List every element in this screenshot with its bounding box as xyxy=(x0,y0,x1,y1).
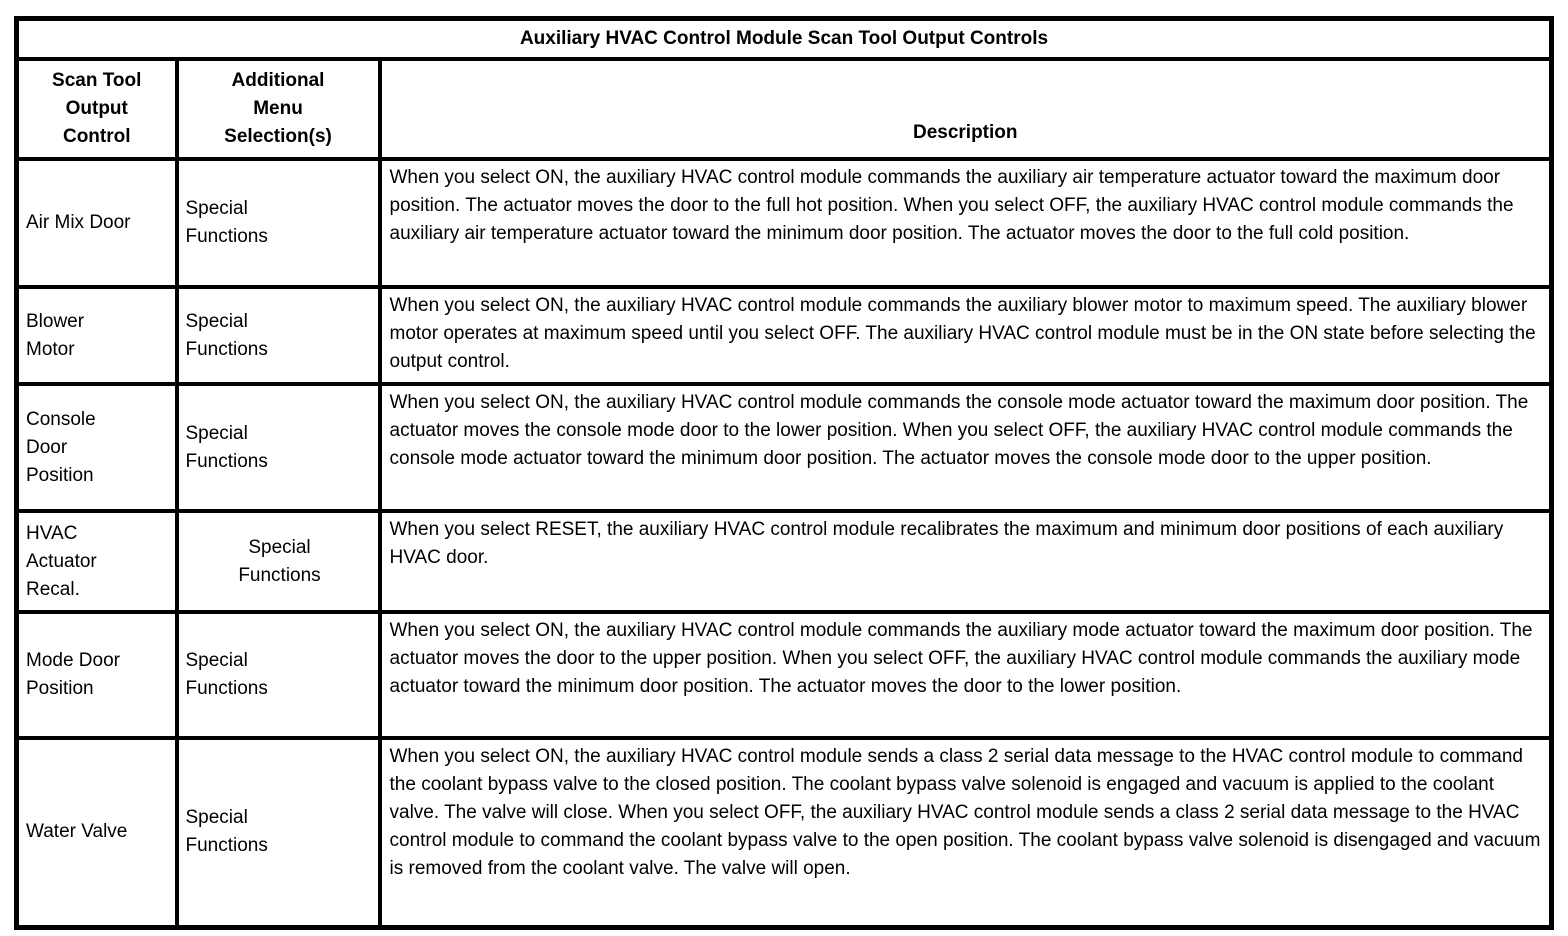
scan-tool-output-controls-table xyxy=(14,16,1554,930)
header-row xyxy=(17,59,1552,159)
table-title: Auxiliary HVAC Control Module Scan Tool Output Controls xyxy=(17,19,1552,60)
column-header-scan-tool-output-control: Scan Tool Output Control xyxy=(17,59,177,159)
table-row xyxy=(17,612,1552,738)
cell-scan-tool-output-control: Blower Motor xyxy=(17,287,177,384)
table-row xyxy=(17,287,1552,384)
title-row xyxy=(17,19,1552,60)
column-header-additional-menu-selections: Additional Menu Selection(s) xyxy=(177,59,380,159)
table-body xyxy=(17,159,1552,927)
cell-scan-tool-output-control: Mode Door Position xyxy=(17,612,177,738)
cell-scan-tool-output-control: HVAC Actuator Recal. xyxy=(17,511,177,612)
cell-additional-menu-selection: Special Functions xyxy=(177,384,380,511)
cell-scan-tool-output-control: Water Valve xyxy=(17,738,177,927)
column-header-description: Description xyxy=(380,59,1552,159)
cell-description: When you select RESET, the auxiliary HVAC control module recalibrates the maximum and minimum door positions of each auxiliary HVAC door. xyxy=(380,511,1552,612)
table-row xyxy=(17,511,1552,612)
cell-description: When you select ON, the auxiliary HVAC control module commands the console mode actuator toward the maximum door position. The actuator moves the console mode door to the lower position. When you select OFF, the auxiliary HVAC control module commands the console mode actuator toward the minimum door position. The actuator moves the console mode door to the upper position. xyxy=(380,384,1552,511)
cell-additional-menu-selection: Special Functions xyxy=(177,159,380,287)
cell-description: When you select ON, the auxiliary HVAC control module commands the auxiliary mode actuator toward the maximum door position. The actuator moves the door to the upper position. When you select OFF, the auxiliary HVAC control module commands the auxiliary mode actuator toward the minimum door position. The actuator moves the door to the lower position. xyxy=(380,612,1552,738)
table-row xyxy=(17,738,1552,927)
table-row xyxy=(17,384,1552,511)
cell-additional-menu-selection: Special Functions xyxy=(177,612,380,738)
cell-additional-menu-selection: Special Functions xyxy=(177,738,380,927)
cell-scan-tool-output-control: Air Mix Door xyxy=(17,159,177,287)
table-row xyxy=(17,159,1552,287)
cell-description: When you select ON, the auxiliary HVAC control module sends a class 2 serial data message to the HVAC control module to command the coolant bypass valve to the closed position. The coolant bypass valve solenoid is engaged and vacuum is applied to the coolant valve. The valve will close. When you select OFF, the auxiliary HVAC control module sends a class 2 serial data message to the HVAC control module to command the coolant bypass valve to the open position. The coolant bypass valve solenoid is disengaged and vacuum is removed from the coolant valve. The valve will open. xyxy=(380,738,1552,927)
cell-scan-tool-output-control: Console Door Position xyxy=(17,384,177,511)
cell-description: When you select ON, the auxiliary HVAC control module commands the auxiliary air temperature actuator toward the maximum door position. The actuator moves the door to the full hot position. When you select OFF, the auxiliary HVAC control module commands the auxiliary air temperature actuator toward the minimum door position. The actuator moves the door to the full cold position. xyxy=(380,159,1552,287)
cell-description: When you select ON, the auxiliary HVAC control module commands the auxiliary blower motor to maximum speed. The auxiliary blower motor operates at maximum speed until you select OFF. The auxiliary HVAC control module must be in the ON state before selecting the output control. xyxy=(380,287,1552,384)
cell-additional-menu-selection: Special Functions xyxy=(177,287,380,384)
cell-additional-menu-selection: Special Functions xyxy=(177,511,380,612)
